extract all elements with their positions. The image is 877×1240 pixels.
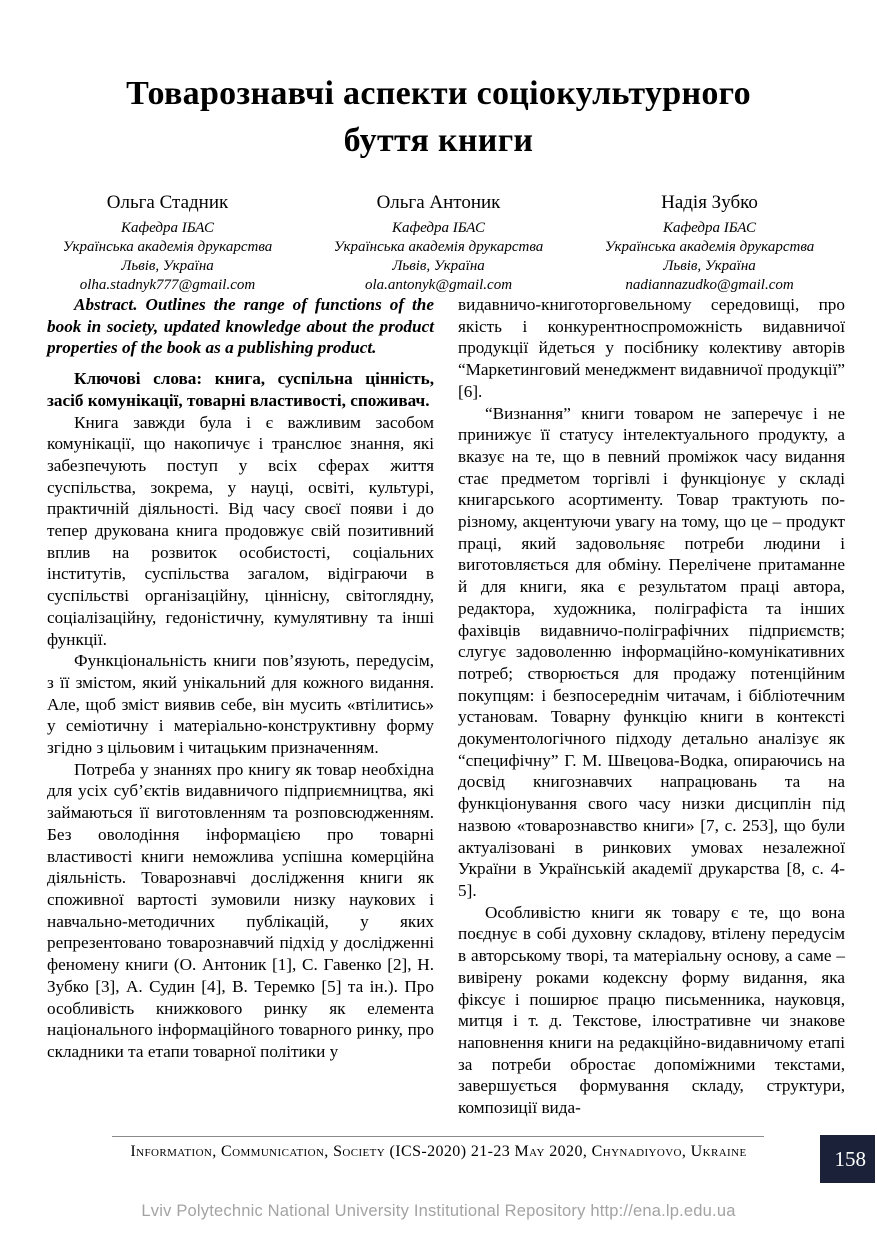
authors-row [32,191,845,295]
conference-footer: Information, Communication, Society (ICS-2020) 21-23 May 2020, Chynadiyovo, Ukraine [130,1143,747,1160]
page-number-box [820,1135,875,1183]
right-column [458,294,845,1119]
author-department: Кафедра ІБАС [392,220,485,236]
page-number: 158 [834,1146,866,1171]
title-line-1: Товарознавчі аспекти соціокультурного [126,75,751,112]
footer-divider [112,1136,764,1137]
author-organization: Українська академія друкарства [333,239,544,255]
title-line-2: буття книги [343,122,534,159]
author-email: olha.stadnyk777@gmail.com [79,277,256,293]
paper-title [30,70,847,164]
author-block-1 [32,191,303,295]
author-department: Кафедра ІБАС [663,220,756,236]
author-name: Ольга Стадник [106,192,229,213]
repository-footer: Lviv Polytechnic National University Institutional Repository http://ena.lp.edu.ua [141,1202,736,1220]
keywords-paragraph: Ключові слова: книга, суспільна цінність, засіб комунікації, товарні властивості, споживач. [47,369,434,410]
author-organization: Українська академія друкарства [62,239,273,255]
author-organization: Українська академія друкарства [604,239,815,255]
abstract-paragraph: Abstract. Outlines the range of functions of the book in society, updated knowledge about the product properties of the book as a publishing product. [47,295,434,358]
author-block-2 [303,191,574,295]
author-location: Львів, Україна [663,258,756,274]
body-paragraph: Функціональність книги пов’язують, передусім, з її змістом, який унікальний для кожного видання. Але, щоб зміст виявив себе, він мусить «втілитись» у семіотичну і матеріально-конструктивну форму згідно з цільовим і читацьким призначенням. [47,651,434,758]
body-paragraph: Особливістю книги як товару є те, що вона поєднує в собі духовну складову, втілену передусім в авторському творі, та матеріальну основу, а саме – вивірену роками кодексну форму видання, яка фіксує і поширює працю письменника, науковця, митця і т. д. Текстове, ілюстративне чи знакове наповнення книги на редакційно-видавничому етапі за потреби обростає допоміжними текстами, завершується формування складу, структури, композиції вида- [458,902,845,1118]
body-paragraph: “Визнання” книги товаром не заперечує і не принижує її статусу інтелектуального продукту, а вказує на те, що в певний проміжок часу видання стає предметом торгівлі і функціонує у складі книгарського асортименту. Товар трактують по-різному, акцентуючи увагу на тому, що це – продукт праці, який задовольняє потреби людини і виготовляється для обміну. Перелічене притаманне й для книги, яка є результатом праці автора, редактора, художника, поліграфіста та інших фахівців видавничо-поліграфічних підприємств; слугує задоволенню інформаційно-комунікативних потреб; створюється для продажу потенційним покупцям: і безпосереднім читачам, і бібліотечним установам. Товарну функцію книги в контексті документологічного підходу детально аналізує як “специфічну” Г. М. Швецова-Водка, опираючись на досвід книгознавчих напрацювань та на функціонування свого часу низки дисциплін під назвою «товарознавство книги» [7, с. 253], що були актуалізовані в ринкових умовах незалежної України в Українській академії друкарства [8, с. 4-5]. [458,403,845,900]
author-location: Львів, Україна [121,258,214,274]
author-name: Надія Зубко [661,192,758,213]
author-department: Кафедра ІБАС [121,220,214,236]
body-paragraph: Книга завжди була і є важливим засобом комунікації, що накопичує і транслює знання, які забезпечують поступ у всіх сферах життя суспільства, зокрема, у науці, освіті, культурі, практичній діяльності. Від часу своєї появи і до тепер друкована книга продовжує свій позитивний вплив на розвиток особистості, соціальних інститутів, суспільства загалом, відіграючи в суспільстві організаційну, ціннісну, світоглядну, соціалізаційну, гедоністичну, кумулятивну та інші функції. [47,412,434,649]
author-block-3 [574,191,845,295]
body-paragraph: видавничо-книготорговельному середовищі, про якість і конкурентноспроможність видавничої продукції йдеться у посібнику колективу авторів “Маркетинговий менеджмент видавничої продукції” [6]. [458,295,845,401]
left-column [47,294,434,1119]
author-email: ola.antonyk@gmail.com [364,277,513,293]
author-email: nadiannazudko@gmail.com [625,277,794,293]
author-location: Львів, Україна [392,258,485,274]
body-paragraph: Потреба у знаннях про книгу як товар необхідна для усіх суб’єктів видавничого підприємництва, які займаються її виготовленням та розповсюдженням. Без оволодіння інформацією про товарні властивості книги неможлива успішна комерційна діяльність. Товарознавчі дослідження книги як споживної вартості зумовили низку наукових і навчально-методичних публікацій, у яких репрезентовано товарознавчий підхід у дослідженні феномену книги (О. Антоник [1], С. Гавенко [2], Н. Зубко [3], А. Судин [4], В. Теремко [5] та ін.). Про особливість книжкового ринку як елемента національного інформаційного товарного ринку, про складники та етапи товарної політики у [47,759,434,1061]
body-columns [47,294,845,1119]
author-name: Ольга Антоник [376,192,501,213]
